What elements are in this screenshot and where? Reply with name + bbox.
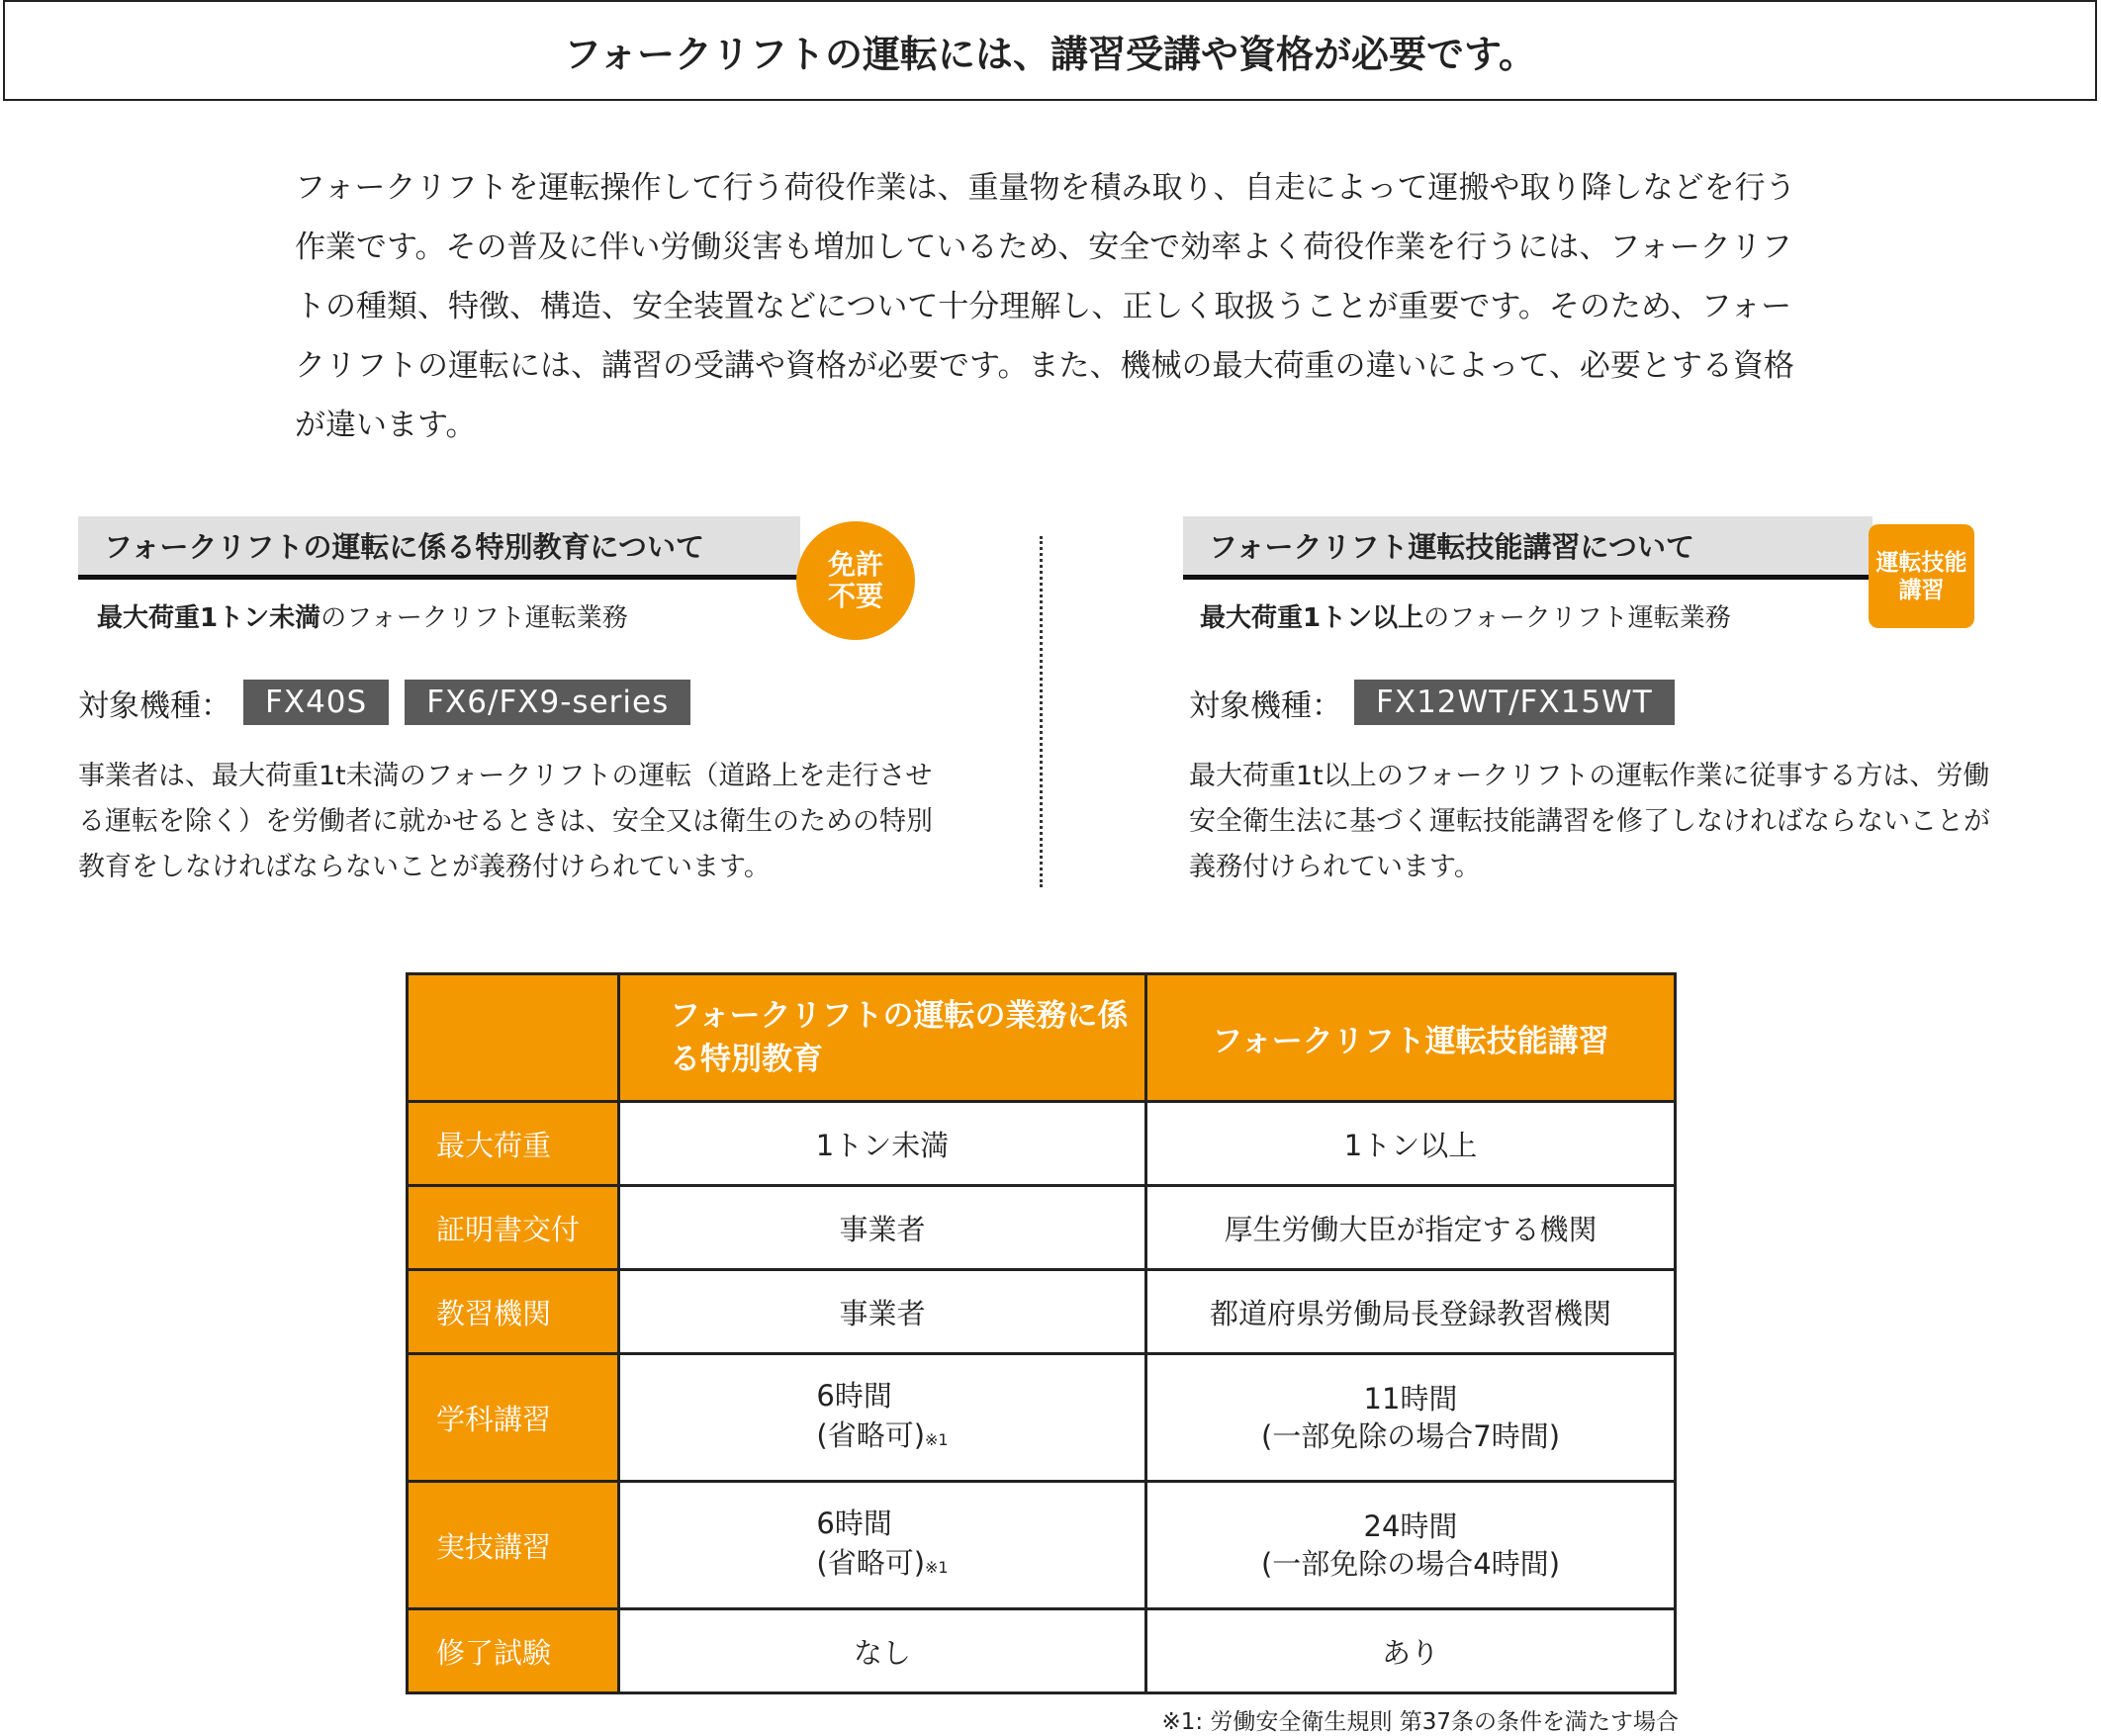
table-header-empty <box>408 974 619 1102</box>
cell-line: (一部免除の場合7時間) <box>1260 1419 1561 1453</box>
table-header-skill-training: フォークリフト運転技能講習 <box>1146 974 1676 1102</box>
subtitle-bold: 最大荷重1トン未満 <box>97 603 321 633</box>
model-tag: FX12WT/FX15WT <box>1354 680 1675 725</box>
left-models-row <box>78 680 690 725</box>
footnote: ※1: 労働安全衛生規則 第37条の条件を満たす場合 <box>1161 1709 1679 1735</box>
right-description: 最大荷重1t以上のフォークリフトの運転作業に従事する方は、労働安全衛生法に基づく運転技能講習を修了しなければならないことが義務付けられています。 <box>1189 761 1990 882</box>
no-license-badge <box>796 521 915 640</box>
cell-line: (一部免除の場合4時間) <box>1260 1547 1561 1581</box>
subtitle-bold: 最大荷重1トン以上 <box>1200 603 1424 633</box>
models-label: 対象機種： <box>1189 687 1342 724</box>
table-cell: 厚生労働大臣が指定する機関 <box>1146 1186 1676 1270</box>
row-label: 学科講習 <box>408 1354 619 1482</box>
table-header-row <box>408 974 1676 1102</box>
page-title: フォークリフトの運転には、講習受講や資格が必要です。 <box>3 0 2097 101</box>
footnote-ref: ※1 <box>925 1429 949 1449</box>
table-cell <box>1146 1354 1676 1482</box>
left-description: 事業者は、最大荷重1t未満のフォークリフトの運転（道路上を走行させる運転を除く）を労働者に就かせるときは、安全又は衛生のための特別教育をしなければならないことが義務付けられています。 <box>78 761 933 882</box>
cell-line: 6時間 <box>816 1378 892 1413</box>
row-label: 証明書交付 <box>408 1186 619 1270</box>
cell-line: 11時間 <box>1363 1382 1458 1416</box>
right-models-row <box>1189 680 1675 725</box>
table-row <box>408 1102 1676 1186</box>
table-row <box>408 1186 1676 1270</box>
badge-line: 講習 <box>1898 577 1945 603</box>
left-subtitle <box>97 597 628 634</box>
comparison-table <box>406 972 1677 1694</box>
skill-training-heading: フォークリフト運転技能講習について <box>1183 516 1873 580</box>
row-label: 教習機関 <box>408 1270 619 1354</box>
row-label: 実技講習 <box>408 1482 619 1609</box>
dotted-divider <box>1040 536 1043 887</box>
table-cell: 1トン未満 <box>619 1102 1146 1186</box>
table-cell: あり <box>1146 1609 1676 1693</box>
table-cell <box>1146 1482 1676 1609</box>
table-row <box>408 1270 1676 1354</box>
models-label: 対象機種： <box>78 687 231 724</box>
cell-line: (省略可) <box>816 1417 926 1452</box>
model-tag: FX6/FX9-series <box>405 680 690 725</box>
skill-training-badge <box>1869 524 1974 628</box>
cell-line: 6時間 <box>816 1506 892 1540</box>
table-cell <box>619 1482 1146 1609</box>
table-cell: 事業者 <box>619 1186 1146 1270</box>
model-tag: FX40S <box>243 680 389 725</box>
badge-line: 免許 <box>827 548 883 581</box>
table-cell: 都道府県労働局長登録教習機関 <box>1146 1270 1676 1354</box>
table-cell: なし <box>619 1609 1146 1693</box>
table-cell <box>619 1354 1146 1482</box>
row-label: 最大荷重 <box>408 1102 619 1186</box>
table-row <box>408 1482 1676 1609</box>
table-row <box>408 1609 1676 1693</box>
row-label: 修了試験 <box>408 1609 619 1693</box>
badge-line: 不要 <box>827 580 883 612</box>
subtitle-rest: のフォークリフト運転業務 <box>1423 603 1731 633</box>
subtitle-rest: のフォークリフト運転業務 <box>320 603 628 633</box>
special-education-heading: フォークリフトの運転に係る特別教育について <box>78 516 800 580</box>
badge-line: 運転技能 <box>1875 549 1967 576</box>
table-cell: 1トン以上 <box>1146 1102 1676 1186</box>
footnote-ref: ※1 <box>925 1557 949 1577</box>
table-row <box>408 1354 1676 1482</box>
table-cell: 事業者 <box>619 1270 1146 1354</box>
right-subtitle <box>1200 597 1731 634</box>
cell-line: 24時間 <box>1363 1509 1458 1543</box>
table-header-special-education: フォークリフトの運転の業務に係る特別教育 <box>619 974 1146 1102</box>
intro-paragraph: フォークリフトを運転操作して行う荷役作業は、重量物を積み取り、自走によって運搬や取り降しなどを行う作業です。その普及に伴い労働災害も増加しているため、安全で効率よく荷役作業を行うには、フォークリフトの種類、特徴、構造、安全装置などについて十分理解し、正しく取扱うことが重要です。そのため、フォークリフトの運転には、講習の受講や資格が必要です。また、機械の最大荷重の違いによって、必要とする資格が違います。 <box>295 170 1796 443</box>
cell-line: (省略可) <box>816 1545 926 1580</box>
